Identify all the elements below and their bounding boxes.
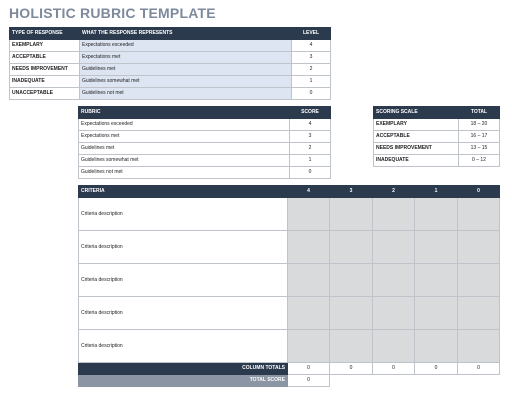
table-row [79, 119, 331, 131]
score-cell[interactable] [458, 330, 500, 363]
score-cell[interactable] [415, 198, 458, 231]
column-total-3: 0 [330, 363, 373, 375]
score-cell[interactable] [330, 297, 373, 330]
score-cell[interactable] [458, 198, 500, 231]
response-level[interactable]: 1 [292, 76, 331, 88]
header-rubric: RUBRIC [79, 107, 290, 119]
rubric-description[interactable]: Guidelines somewhat met [79, 155, 290, 167]
criteria-description[interactable]: Criteria description [79, 264, 288, 297]
empty-cell [458, 375, 500, 387]
table-row [10, 52, 331, 64]
scale-label: ACCEPTABLE [374, 131, 459, 143]
response-type: INADEQUATE [10, 76, 80, 88]
header-type-of-response: TYPE OF RESPONSE [10, 28, 80, 40]
table-row [79, 143, 331, 155]
column-totals-label: COLUMN TOTALS [79, 363, 288, 375]
score-cell[interactable] [330, 264, 373, 297]
rubric-table [78, 106, 331, 179]
table-row [79, 131, 331, 143]
table-row [374, 119, 500, 131]
response-level[interactable]: 2 [292, 64, 331, 76]
table-row [374, 143, 500, 155]
rubric-description[interactable]: Guidelines met [79, 143, 290, 155]
score-cell[interactable] [330, 231, 373, 264]
response-level[interactable]: 4 [292, 40, 331, 52]
table-row [374, 131, 500, 143]
criteria-description[interactable]: Criteria description [79, 198, 288, 231]
response-represents[interactable]: Expectations exceeded [80, 40, 292, 52]
score-cell[interactable] [288, 297, 330, 330]
table-row [79, 231, 500, 264]
response-type: ACCEPTABLE [10, 52, 80, 64]
column-total-0: 0 [458, 363, 500, 375]
score-cell[interactable] [288, 264, 330, 297]
table-row [10, 76, 331, 88]
scale-total[interactable]: 18 – 20 [459, 119, 500, 131]
table-row [79, 155, 331, 167]
column-total-1: 0 [415, 363, 458, 375]
score-cell[interactable] [373, 264, 415, 297]
header-level-0: 0 [458, 186, 500, 198]
score-cell[interactable] [415, 231, 458, 264]
scale-label: EXEMPLARY [374, 119, 459, 131]
score-cell[interactable] [288, 330, 330, 363]
score-cell[interactable] [330, 330, 373, 363]
header-criteria: CRITERIA [79, 186, 288, 198]
response-represents[interactable]: Guidelines met [80, 64, 292, 76]
header-level: LEVEL [292, 28, 331, 40]
response-represents[interactable]: Expectations met [80, 52, 292, 64]
table-row [79, 264, 500, 297]
header-total: TOTAL [459, 107, 500, 119]
score-cell[interactable] [373, 330, 415, 363]
scale-label: NEEDS IMPROVEMENT [374, 143, 459, 155]
table-row [79, 330, 500, 363]
score-cell[interactable] [288, 198, 330, 231]
rubric-score[interactable]: 0 [290, 167, 331, 179]
header-what-response-represents: WHAT THE RESPONSE REPRESENTS [80, 28, 292, 40]
response-level-table [9, 27, 331, 100]
criteria-table [78, 185, 500, 387]
scoring-scale-table [373, 106, 500, 167]
rubric-score[interactable]: 2 [290, 143, 331, 155]
score-cell[interactable] [330, 198, 373, 231]
total-score-value: 0 [288, 375, 330, 387]
response-type: EXEMPLARY [10, 40, 80, 52]
rubric-description[interactable]: Expectations met [79, 131, 290, 143]
score-cell[interactable] [373, 297, 415, 330]
table-row [79, 297, 500, 330]
total-score-label: TOTAL SCORE [79, 375, 288, 387]
header-scoring-scale: SCORING SCALE [374, 107, 459, 119]
score-cell[interactable] [373, 198, 415, 231]
table-row [79, 198, 500, 231]
criteria-description[interactable]: Criteria description [79, 231, 288, 264]
response-level[interactable]: 3 [292, 52, 331, 64]
table-row [374, 155, 500, 167]
score-cell[interactable] [458, 231, 500, 264]
header-level-4: 4 [288, 186, 330, 198]
header-level-2: 2 [373, 186, 415, 198]
empty-cell [415, 375, 458, 387]
response-type: NEEDS IMPROVEMENT [10, 64, 80, 76]
response-level[interactable]: 0 [292, 88, 331, 100]
rubric-score[interactable]: 4 [290, 119, 331, 131]
response-type: UNACCEPTABLE [10, 88, 80, 100]
table-row [10, 40, 331, 52]
score-cell[interactable] [288, 231, 330, 264]
rubric-description[interactable]: Guidelines not met [79, 167, 290, 179]
table-row [79, 167, 331, 179]
scale-label: INADEQUATE [374, 155, 459, 167]
scale-total[interactable]: 13 – 15 [459, 143, 500, 155]
score-cell[interactable] [415, 330, 458, 363]
empty-cell [330, 375, 373, 387]
score-cell[interactable] [373, 231, 415, 264]
response-represents[interactable]: Guidelines not met [80, 88, 292, 100]
criteria-description[interactable]: Criteria description [79, 330, 288, 363]
total-score-row [79, 375, 500, 387]
criteria-description[interactable]: Criteria description [79, 297, 288, 330]
scale-total[interactable]: 16 – 17 [459, 131, 500, 143]
empty-cell [373, 375, 415, 387]
score-cell[interactable] [458, 264, 500, 297]
score-cell[interactable] [415, 264, 458, 297]
rubric-description[interactable]: Expectations exceeded [79, 119, 290, 131]
score-cell[interactable] [415, 297, 458, 330]
page-title: HOLISTIC RUBRIC TEMPLATE [9, 5, 216, 21]
scale-total[interactable]: 0 – 12 [459, 155, 500, 167]
header-level-3: 3 [330, 186, 373, 198]
response-represents[interactable]: Guidelines somewhat met [80, 76, 292, 88]
rubric-score[interactable]: 3 [290, 131, 331, 143]
header-score: SCORE [290, 107, 331, 119]
column-totals-row [79, 363, 500, 375]
column-total-4: 0 [288, 363, 330, 375]
table-row [10, 64, 331, 76]
column-total-2: 0 [373, 363, 415, 375]
score-cell[interactable] [458, 297, 500, 330]
header-level-1: 1 [415, 186, 458, 198]
rubric-score[interactable]: 1 [290, 155, 331, 167]
table-row [10, 88, 331, 100]
